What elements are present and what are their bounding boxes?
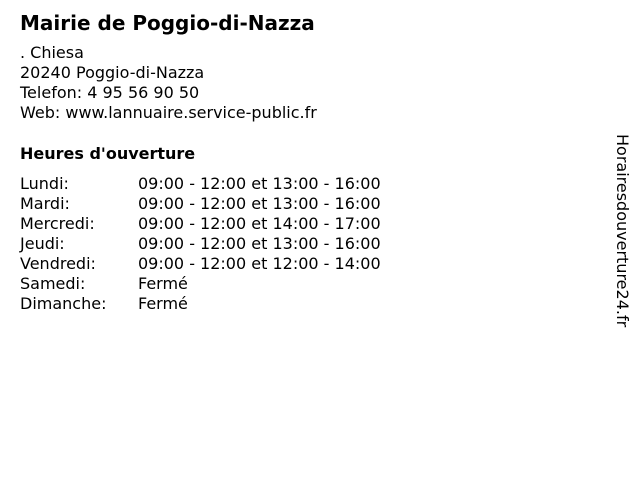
day-label: Lundi: [20,174,69,193]
time-value: 09:00 - 12:00 et 13:00 - 16:00 [138,194,381,213]
day-label: Samedi: [20,274,86,293]
time-value: 09:00 - 12:00 et 13:00 - 16:00 [138,174,381,193]
time-value: 09:00 - 12:00 et 13:00 - 16:00 [138,234,381,253]
address-block [20,43,317,123]
brand-text: Horairesdouverture24.fr [613,134,632,328]
website-link: Web: www.lannuaire.service-public.fr [20,103,317,122]
time-value: Fermé [138,294,188,313]
day-label: Mardi: [20,194,70,213]
phone-number: Telefon: 4 95 56 90 50 [20,83,200,102]
time-value: 09:00 - 12:00 et 14:00 - 17:00 [138,214,381,233]
day-label: Jeudi: [20,234,65,253]
hours-heading: Heures d'ouverture [20,144,196,163]
day-label: Mercredi: [20,214,95,233]
page-title: Mairie de Poggio-di-Nazza [20,11,315,35]
address-street: . Chiesa [20,43,84,62]
day-label: Vendredi: [20,254,96,273]
day-label: Dimanche: [20,294,107,313]
brand-watermark [612,134,632,344]
time-value: 09:00 - 12:00 et 12:00 - 14:00 [138,254,381,273]
address-city: 20240 Poggio-di-Nazza [20,63,205,82]
time-value: Fermé [138,274,188,293]
